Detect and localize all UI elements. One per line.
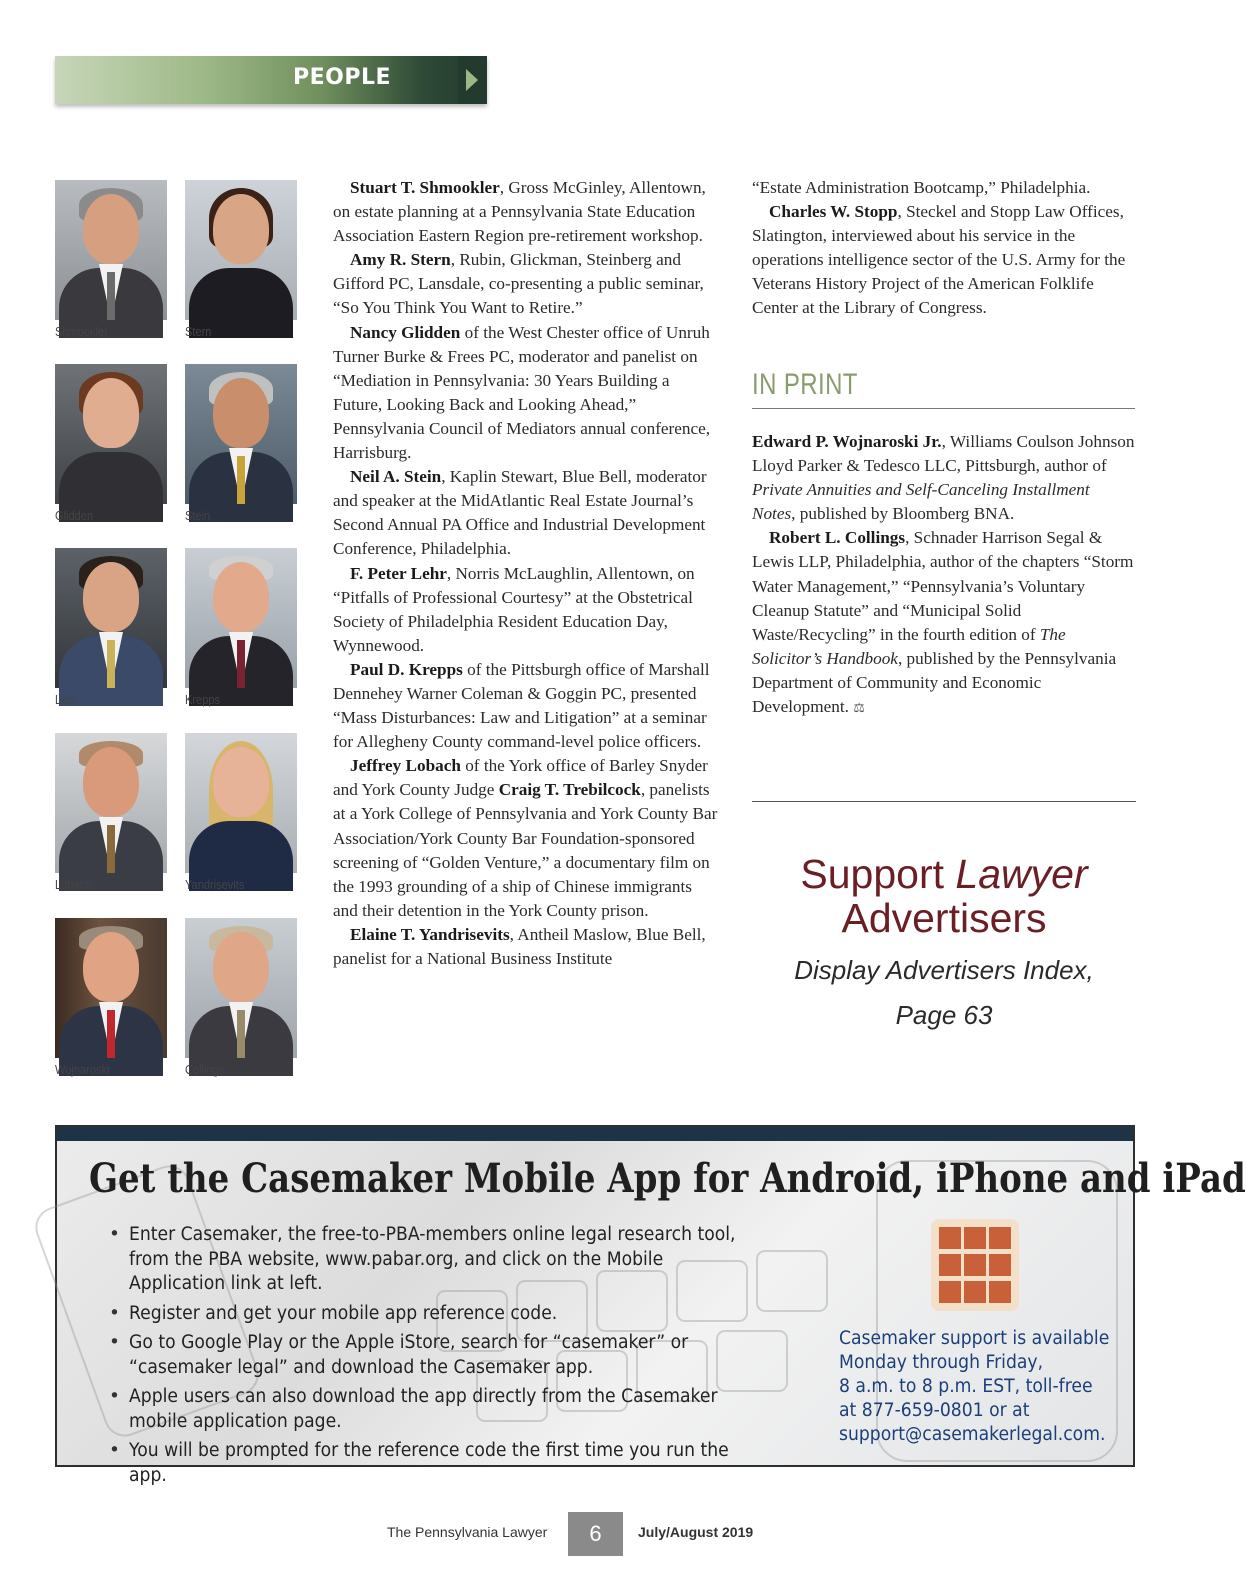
portrait-photo: [55, 733, 167, 873]
portrait-photo: [185, 180, 297, 320]
photo-lehr: [55, 548, 167, 707]
entry-text: , Gross McGinley, Allentown, on estate planning at a Pennsylvania State Education Association Eastern Region pre-retirement workshop.: [333, 178, 706, 246]
ad-title: Get the Casemaker Mobile App for Android, iPhone and iPad: [89, 1155, 1246, 1202]
person-name: Neil A. Stein: [350, 467, 442, 487]
entry-krepps: [333, 658, 718, 754]
in-print-column: [752, 430, 1137, 721]
portrait-photo: [185, 364, 297, 504]
person-name: Jeffrey Lobach: [350, 756, 461, 776]
list-item-text: • Apple users can also download the app directly from the Casemaker mobile application page.: [129, 1386, 718, 1432]
photo-wojnaroski: [55, 918, 167, 1077]
entry-shmookler: [333, 176, 718, 248]
portrait-photo: [185, 733, 297, 873]
entry-text: , Steckel and Stopp Law Offices, Slatington, interviewed about his service in the operations intelligence sector of the U.S. Army for the Veterans History Project of the American Folklife Center at the Library of Congress.: [752, 202, 1126, 318]
photo-krepps: [185, 548, 297, 707]
scales-icon: ⚖: [853, 701, 865, 717]
lawyer-word: Lawyer: [955, 851, 1088, 897]
entry-continued: “Estate Administration Bootcamp,” Philadelphia.: [752, 178, 1091, 197]
photo-caption: Lobach: [55, 877, 92, 892]
people-column-2: [752, 176, 1137, 321]
photo-caption: Collings: [185, 1062, 225, 1077]
photo-caption: Stein: [185, 508, 211, 523]
photo-caption: Shmookler: [55, 324, 108, 339]
portrait-photo: [55, 180, 167, 320]
entry-text: , panelists at a York College of Pennsylvania and York County Bar Association/York County Bar Foundation-sponsored screening of “Golden Venture,” a documentary film on the 1993 grounding of a ship of Chinese immigrants and their detention in the York County prison.: [333, 780, 718, 920]
people-column-1: [333, 176, 718, 971]
entry-yandrisevits: [333, 923, 718, 971]
photo-caption: Glidden: [55, 508, 94, 523]
support-line: Casemaker support is available: [839, 1328, 1110, 1349]
list-item: [107, 1331, 807, 1380]
photo-caption: Krepps: [185, 692, 221, 707]
entry-stern: [333, 248, 718, 320]
entry-glidden: [333, 321, 718, 466]
page-footer: [0, 1512, 1200, 1556]
heading-text: IN PRINT: [752, 368, 858, 401]
section-banner: [55, 56, 487, 104]
casemaker-ad: [55, 1125, 1246, 1486]
photo-glidden: [55, 364, 167, 523]
entry-wojnaroski: [752, 430, 1137, 526]
person-name: Stuart T. Shmookler: [350, 178, 500, 197]
entry-lobach: [333, 754, 718, 923]
support-word: Support: [800, 851, 945, 897]
advertisers-word: Advertisers: [841, 895, 1047, 941]
photo-caption: Lehr: [55, 692, 78, 707]
entry-text: of the Pittsburgh office of Marshall Dennehey Warner Coleman & Goggin PC, presented “Mass Disturbances: Law and Litigation” at a seminar for Allegheny County command-level police officers.: [333, 659, 710, 752]
entry-text: , Kaplin Stewart, Blue Bell, moderator and speaker at the MidAtlantic Real Estate Journal’s Second Annual PA Office and Industrial Development Conference, Philadelphia.: [333, 467, 707, 559]
photo-stein: [185, 364, 297, 523]
entry-text: of the West Chester office of Unruh Turner Burke & Frees PC, moderator and panelist on “Mediation in Pennsylvania: 30 Years Building a Future, Looking Back and Looking Ahead,” Pennsylvania Council of Mediators annual conference, Harrisburg.: [333, 322, 711, 463]
portrait-photo: [185, 548, 297, 688]
list-item-text: • You will be prompted for the reference code the first time you run the app.: [129, 1440, 729, 1486]
photo-yandrisevits: [185, 733, 297, 892]
person-name: Nancy Glidden: [350, 322, 461, 342]
publication-title: Private Annuities and Self-Canceling Installment Notes: [752, 480, 1090, 524]
list-item-text: • Go to Google Play or the Apple iStore, search for “casemaker” or “casemaker legal” and download the Casemaker app.: [129, 1332, 689, 1378]
portrait-photo: [55, 918, 167, 1058]
person-name: Charles W. Stopp: [769, 202, 898, 222]
support-line: at 877-659-0801 or at: [839, 1400, 1030, 1421]
publication-name: The Pennsylvania Lawyer: [387, 1524, 548, 1540]
entry-text: , Norris McLaughlin, Allentown, on “Pitfalls of Professional Courtesy” at the Obstetrical Society of Philadelphia Resident Education Day, Wynnewood.: [333, 563, 695, 655]
photo-collings: [185, 918, 297, 1077]
casemaker-logo-icon: [931, 1219, 1019, 1311]
entry-text: , Antheil Maslow, Blue Bell, panelist for a National Business Institute: [333, 924, 706, 968]
support-line: 8 a.m. to 8 p.m. EST, toll-free: [839, 1376, 1093, 1397]
divider: [752, 801, 1136, 802]
person-name: F. Peter Lehr: [350, 563, 447, 583]
entry-text: , published by Bloomberg BNA.: [791, 504, 1015, 524]
list-item: [107, 1302, 807, 1327]
entry-text: of the York office of Barley Snyder and York County Judge: [333, 756, 708, 800]
in-print-heading: [752, 368, 1135, 409]
list-item: [107, 1439, 807, 1488]
list-item-text: • Enter Casemaker, the free-to-PBA-members online legal research tool, from the PBA website, www.pabar.org, and click on the Mobile Application link at left.: [129, 1224, 736, 1294]
entry-text: , published by the Pennsylvania Department of Community and Economic Development.: [752, 648, 1117, 717]
photo-caption: Wojnaroski: [55, 1062, 110, 1077]
advertisers-index-ref: [752, 948, 1136, 1038]
entry-stein: [333, 465, 718, 561]
page-line: Page 63: [895, 1000, 993, 1030]
section-label: PEOPLE: [293, 65, 392, 90]
photo-stern: [185, 180, 297, 339]
portrait-photo: [185, 918, 297, 1058]
ad-instructions: [107, 1223, 807, 1493]
person-name: Craig T. Trebilcock: [498, 780, 641, 800]
list-item: [107, 1223, 807, 1297]
list-item-text: • Register and get your mobile app reference code.: [129, 1302, 558, 1324]
entry-text: , Williams Coulson Johnson Lloyd Parker & Tedesco LLC, Pittsburgh, author of: [752, 432, 1135, 476]
issue-date: July/August 2019: [638, 1524, 754, 1540]
photo-caption: Stern: [185, 324, 212, 339]
person-name: Amy R. Stern: [350, 250, 451, 270]
entry-text: , Schnader Harrison Segal & Lewis LLP, Philadelphia, author of the chapters “Storm Water Management,” “Pennsylvania’s Voluntary Cleanup Statute” and “Municipal Solid Waste/Recycling” in the fourth edition of: [752, 528, 1134, 644]
list-item: [107, 1385, 807, 1434]
photo-caption: Yandrisevits: [185, 877, 245, 892]
support-email[interactable]: support@casemakerlegal.com.: [839, 1424, 1106, 1445]
portrait-photo: [55, 364, 167, 504]
support-info: [839, 1327, 1129, 1447]
person-name: Edward P. Wojnaroski Jr.: [752, 432, 942, 451]
support-advertisers-ad: [752, 852, 1136, 1038]
page-number: 6: [568, 1512, 623, 1556]
person-name: Elaine T. Yandrisevits: [350, 924, 510, 944]
photo-shmookler: [55, 180, 167, 339]
support-line: Monday through Friday,: [839, 1352, 1044, 1373]
publication-title: The Solicitor’s Handbook: [752, 624, 1066, 668]
entry-text: , Rubin, Glickman, Steinberg and Gifford PC, Lansdale, co-presenting a public seminar, “So You Think You Want to Retire.”: [333, 250, 704, 318]
photo-grid: [55, 180, 305, 1080]
support-title: [752, 852, 1136, 940]
entry-collings: [752, 526, 1137, 721]
arrow-right-icon: [458, 56, 487, 104]
person-name: Paul D. Krepps: [350, 659, 463, 679]
ad-top-bar: [57, 1127, 1133, 1141]
index-line: Display Advertisers Index,: [794, 955, 1094, 985]
entry-stopp: [752, 200, 1137, 320]
photo-lobach: [55, 733, 167, 892]
portrait-photo: [55, 548, 167, 688]
person-name: Robert L. Collings: [769, 528, 906, 548]
entry-lehr: [333, 562, 718, 658]
